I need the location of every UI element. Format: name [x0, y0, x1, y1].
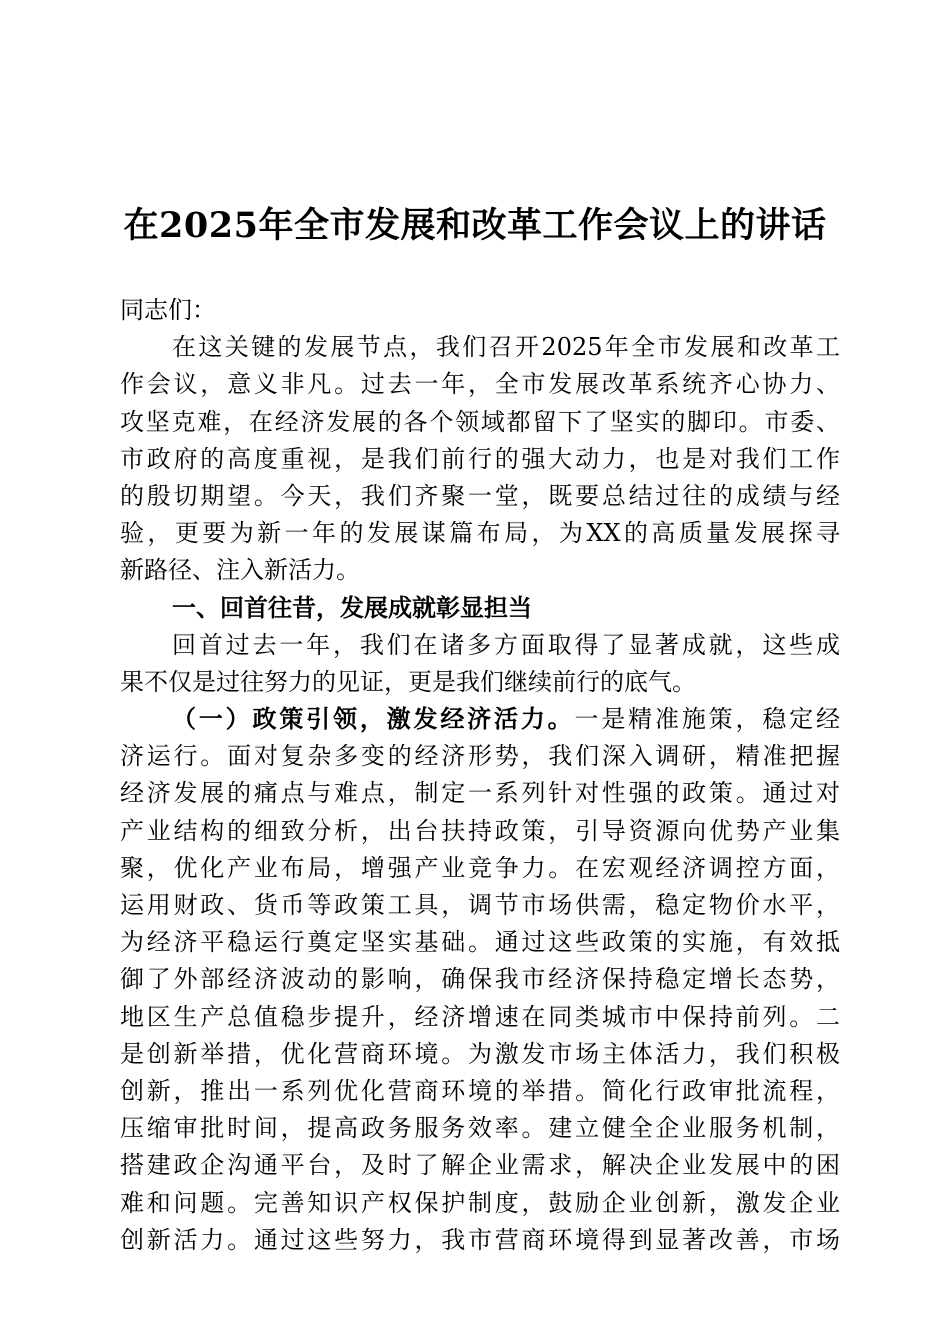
document-title: 在2025年全市发展和改革工作会议上的讲话	[123, 205, 827, 246]
paragraph-line: 聚，优化产业布局，增强产业竞争力。在宏观经济调控方面，	[120, 853, 840, 882]
paragraph-line: 创新活力。通过这些努力，我市营商环境得到显著改善，市场	[120, 1225, 840, 1254]
paragraph-line: 难和问题。完善知识产权保护制度，鼓励企业创新，激发企业	[120, 1188, 840, 1217]
document-body	[120, 292, 840, 1259]
paragraph-line: 验，更要为新一年的发展谋篇布局，为XX的高质量发展探寻	[120, 519, 840, 548]
paragraph-line: 创新，推出一系列优化营商环境的举措。简化行政审批流程，	[120, 1076, 840, 1105]
subsection-line	[120, 701, 840, 738]
section-heading: 一、回首往昔，发展成就彰显担当	[172, 593, 532, 622]
paragraph-line: 是创新举措，优化营商环境。为激发市场主体活力，我们积极	[120, 1039, 840, 1068]
paragraph-line: 作会议，意义非凡。过去一年，全市发展改革系统齐心协力、	[120, 370, 840, 399]
paragraph-line: 压缩审批时间，提高政务服务效率。建立健全企业服务机制，	[120, 1114, 840, 1143]
subsection-heading: （一）政策引领，激发经济活力。	[172, 705, 575, 734]
paragraph-line: 的殷切期望。今天，我们齐聚一堂，既要总结过往的成绩与经	[120, 481, 840, 510]
paragraph-line: 经济发展的痛点与难点，制定一系列针对性强的政策。通过对	[120, 779, 840, 808]
paragraph-line: 攻坚克难，在经济发展的各个领域都留下了坚实的脚印。市委、	[120, 407, 840, 436]
paragraph-line: 为经济平稳运行奠定坚实基础。通过这些政策的实施，有效抵	[120, 928, 840, 957]
paragraph-text: 一是精准施策，稳定经	[574, 705, 840, 734]
paragraph-line: 在这关键的发展节点，我们召开2025年全市发展和改革工	[172, 333, 840, 362]
paragraph-line: 运用财政、货币等政策工具，调节市场供需，稳定物价水平，	[120, 891, 840, 919]
paragraph-line: 果不仅是过往努力的见证，更是我们继续前行的底气。	[120, 667, 696, 696]
paragraph-line: 新路径、注入新活力。	[120, 556, 360, 585]
paragraph-line: 搭建政企沟通平台，及时了解企业需求，解决企业发展中的困	[120, 1151, 840, 1180]
paragraph-line: 御了外部经济波动的影响，确保我市经济保持稳定增长态势，	[120, 965, 840, 994]
paragraph-line: 产业结构的细致分析，出台扶持政策，引导资源向优势产业集	[120, 816, 840, 845]
paragraph-line: 济运行。面对复杂多变的经济形势，我们深入调研，精准把握	[120, 742, 840, 771]
paragraph-line: 市政府的高度重视，是我们前行的强大动力，也是对我们工作	[120, 444, 840, 473]
paragraph-line: 回首过去一年，我们在诸多方面取得了显著成就，这些成	[172, 630, 840, 659]
salutation: 同志们：	[120, 296, 216, 324]
paragraph-line: 地区生产总值稳步提升，经济增速在同类城市中保持前列。二	[120, 1002, 840, 1031]
